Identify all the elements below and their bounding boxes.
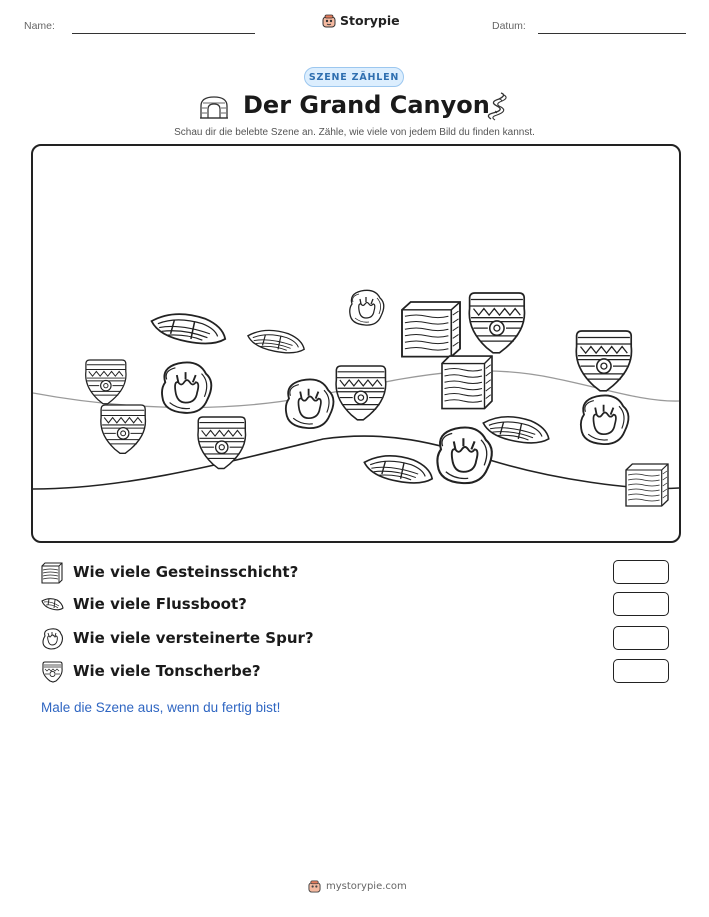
rock-layer-icon[interactable] [626,464,668,506]
pottery-shard-icon[interactable] [576,331,631,391]
page-title: Der Grand Canyon [243,91,490,119]
answer-box[interactable] [613,592,669,616]
storypie-logo-icon [308,880,321,893]
storypie-logo-icon [322,14,336,28]
question-row [41,560,671,586]
fossil-track-icon[interactable] [350,290,384,325]
pottery-shard-icon[interactable] [198,417,246,469]
question-text: Wie viele Flussboot? [73,595,247,613]
rock-layer-icon [41,562,64,584]
river-boat-icon[interactable] [364,456,432,483]
fossil-track-icon[interactable] [581,395,629,444]
instructions: Schau dir die belebte Szene an. Zähle, wie viele von jedem Bild du finden kannst. [174,127,535,138]
canyon-arch-icon [199,94,229,120]
river-icon [481,91,509,121]
brand-name: Storypie [340,13,400,28]
coloring-note: Male die Szene aus, wenn du fertig bist! [41,700,281,715]
answer-box[interactable] [613,560,669,584]
pottery-shard-icon[interactable] [336,366,386,420]
brand-logo [322,13,400,28]
date-line[interactable] [538,33,686,34]
date-label: Datum: [492,20,526,32]
question-row [41,626,671,652]
category-badge: SZENE ZÄHLEN [304,67,404,87]
question-text: Wie viele Tonscherbe? [73,662,261,680]
rock-layer-icon[interactable] [402,302,460,357]
pottery-shard-icon [41,661,64,683]
pottery-shard-icon[interactable] [469,293,524,353]
question-row [41,592,671,618]
question-text: Wie viele versteinerte Spur? [73,629,314,647]
river-boat-icon[interactable] [483,417,549,443]
fossil-track-icon[interactable] [162,362,211,412]
answer-box[interactable] [613,626,669,650]
site-url: mystorypie.com [326,881,407,892]
name-label: Name: [24,20,55,32]
pottery-shard-icon[interactable] [101,405,146,453]
river-boat-icon[interactable] [248,330,304,352]
name-line[interactable] [72,33,255,34]
fossil-track-icon[interactable] [286,379,334,428]
site-footer [308,880,407,893]
question-row [41,659,671,685]
fossil-track-icon[interactable] [437,427,491,483]
fossil-track-icon [41,628,64,650]
pottery-shard-icon[interactable] [86,360,126,404]
rock-layer-icon[interactable] [442,356,492,409]
counting-scene [31,144,681,543]
question-text: Wie viele Gesteinsschicht? [73,563,299,581]
answer-box[interactable] [613,659,669,683]
river-boat-icon [41,594,64,616]
river-boat-icon[interactable] [152,314,226,343]
